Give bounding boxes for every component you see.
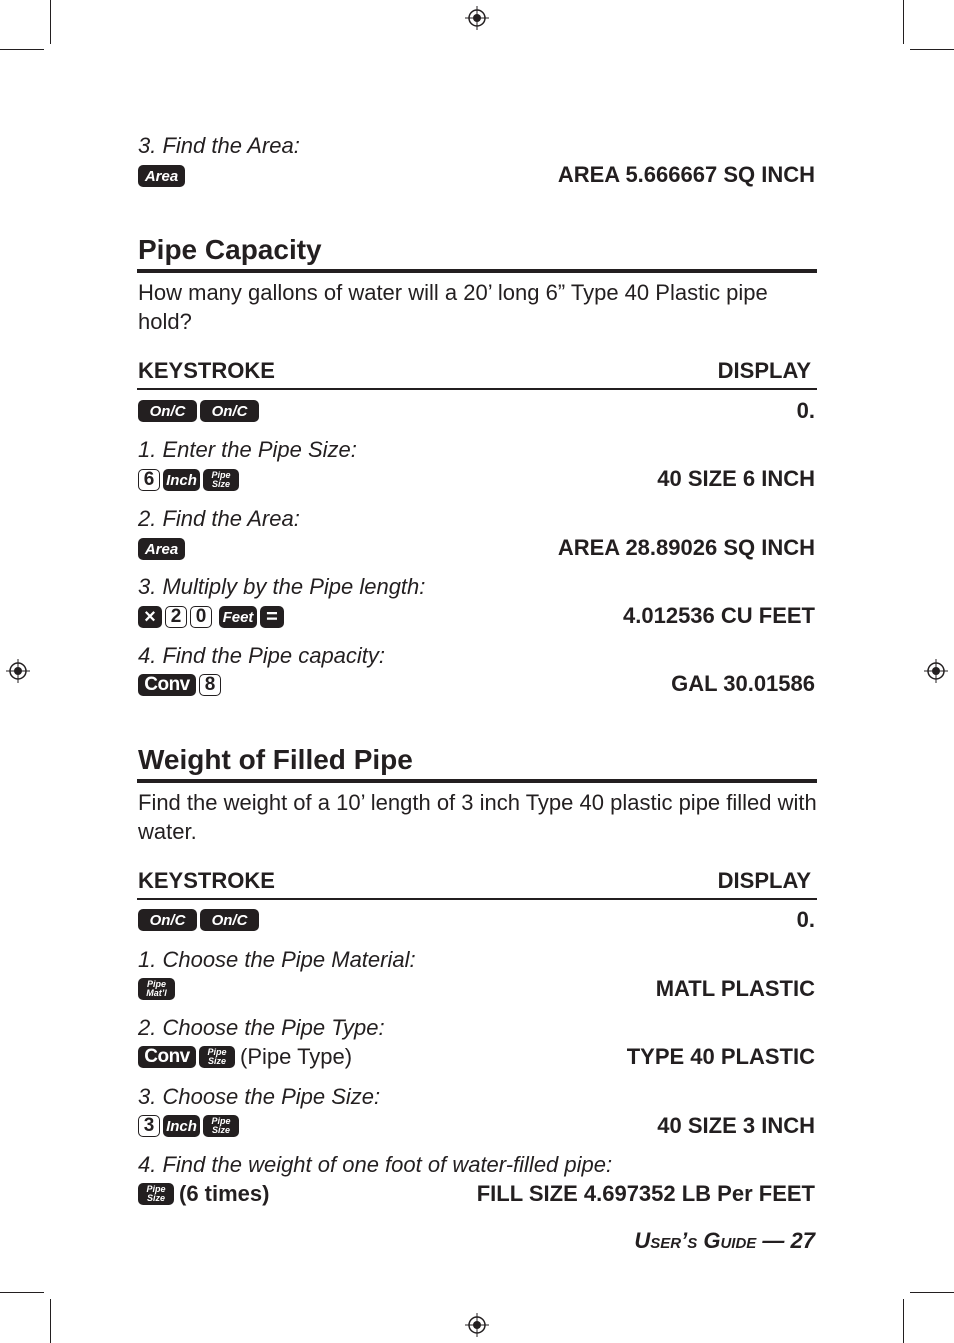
keystroke-sequence [138,604,284,630]
pipe-size-key-line1: Pipe [211,1116,231,1126]
step-label: 3. Choose the Pipe Size: [138,1084,381,1109]
display-value: 40 SIZE 3 INCH [657,1113,815,1138]
step-label: 3. Multiply by the Pipe length: [138,574,426,599]
section-divider [137,779,817,783]
eight-key[interactable]: 8 [199,674,221,696]
keystroke-header: KEYSTROKE [138,868,275,893]
registration-mark-icon [465,1313,489,1337]
pipe-size-key-line2: Size [207,1056,226,1066]
section-question: Find the weight of a 10’ length of 3 inch Type 40 plastic pipe filled with water. [138,790,817,844]
step-label: 2. Choose the Pipe Type: [138,1015,385,1040]
on-c-key[interactable]: On/C [138,400,197,422]
keystroke-sequence [138,163,185,189]
pipe-size-key[interactable] [203,469,239,491]
section-divider [137,269,817,273]
keystroke-sequence [138,976,175,1002]
section-question: How many gallons of water will a 20’ long 6” Type 40 Plastic pipe hold? [138,280,768,334]
pipe-size-key[interactable] [138,1183,174,1205]
table-divider [137,898,817,900]
equals-key[interactable]: = [260,606,284,628]
display-value: 4.012536 CU FEET [623,603,815,628]
pipe-size-key-line2: Size [146,1193,165,1203]
display-value: 40 SIZE 6 INCH [657,466,815,491]
on-c-key[interactable]: On/C [200,400,259,422]
keystroke-sequence [138,536,185,562]
keystroke-sequence [138,1181,269,1207]
pipe-size-key[interactable] [203,1115,239,1137]
conv-key[interactable]: Conv [138,1046,196,1068]
crop-mark [903,0,904,44]
two-key[interactable]: 2 [165,606,187,628]
keystroke-sequence [138,672,221,698]
display-value: AREA 5.666667 SQ INCH [557,162,815,187]
step-label: 3. Find the Area: [138,133,300,158]
display-value: FILL SIZE 4.697352 LB Per FEET [476,1181,815,1206]
key-note: (6 times) [179,1181,270,1206]
keystroke-sequence [138,398,259,424]
on-c-key[interactable]: On/C [200,909,259,931]
on-c-key[interactable]: On/C [138,909,197,931]
table-divider [137,388,817,390]
pipe-size-key-line1: Pipe [211,470,231,480]
step-label: 2. Find the Area: [138,506,300,531]
multiply-key[interactable]: × [138,606,162,628]
pipe-matl-key[interactable] [138,978,175,1000]
display-value: 0. [796,907,815,932]
crop-mark [50,1299,51,1343]
display-value: GAL 30.01586 [671,671,815,696]
pipe-size-key-line1: Pipe [146,1184,166,1194]
pipe-size-key-line2: Size [211,479,230,489]
keystroke-sequence [138,907,259,933]
keystroke-sequence [138,1113,239,1139]
step-label: 4. Find the Pipe capacity: [138,643,386,668]
crop-mark [0,1292,44,1293]
display-header: DISPLAY [717,358,811,383]
display-value: MATL PLASTIC [655,976,815,1001]
section-title: Pipe Capacity [138,234,322,265]
crop-mark [903,1299,904,1343]
pipe-size-key-line1: Pipe [207,1047,227,1057]
inch-key[interactable]: Inch [163,469,200,491]
pipe-matl-key-line2: Mat’l [146,988,167,998]
feet-key[interactable]: Feet [219,606,257,628]
zero-key[interactable]: 0 [190,606,212,628]
crop-mark [50,0,51,44]
crop-mark [910,49,954,50]
step-label: 1. Enter the Pipe Size: [138,437,357,462]
registration-mark-icon [465,6,489,30]
crop-mark [910,1292,954,1293]
conv-key[interactable]: Conv [138,674,196,696]
area-key[interactable]: Area [138,538,185,560]
pipe-size-key-line2: Size [211,1125,230,1135]
registration-mark-icon [924,659,948,683]
inch-key[interactable]: Inch [163,1115,200,1137]
display-value: AREA 28.89026 SQ INCH [557,535,815,560]
keystroke-sequence [138,467,239,493]
pipe-size-key[interactable] [199,1046,235,1068]
three-key[interactable]: 3 [138,1115,160,1137]
step-label: 4. Find the weight of one foot of water-filled pipe: [138,1152,613,1177]
crop-mark [0,49,44,50]
key-note: (Pipe Type) [240,1044,353,1069]
registration-mark-icon [6,659,30,683]
six-key[interactable]: 6 [138,469,160,491]
step-label: 1. Choose the Pipe Material: [138,947,416,972]
display-value: TYPE 40 PLASTIC [626,1044,815,1069]
section-title: Weight of Filled Pipe [138,744,413,775]
keystroke-header: KEYSTROKE [138,358,275,383]
keystroke-sequence [138,1044,352,1070]
display-value: 0. [796,398,815,423]
pipe-matl-key-line1: Pipe [146,979,166,989]
display-header: DISPLAY [717,868,811,893]
page-footer: User’s Guide — 27 [634,1228,815,1253]
area-key[interactable]: Area [138,165,185,187]
